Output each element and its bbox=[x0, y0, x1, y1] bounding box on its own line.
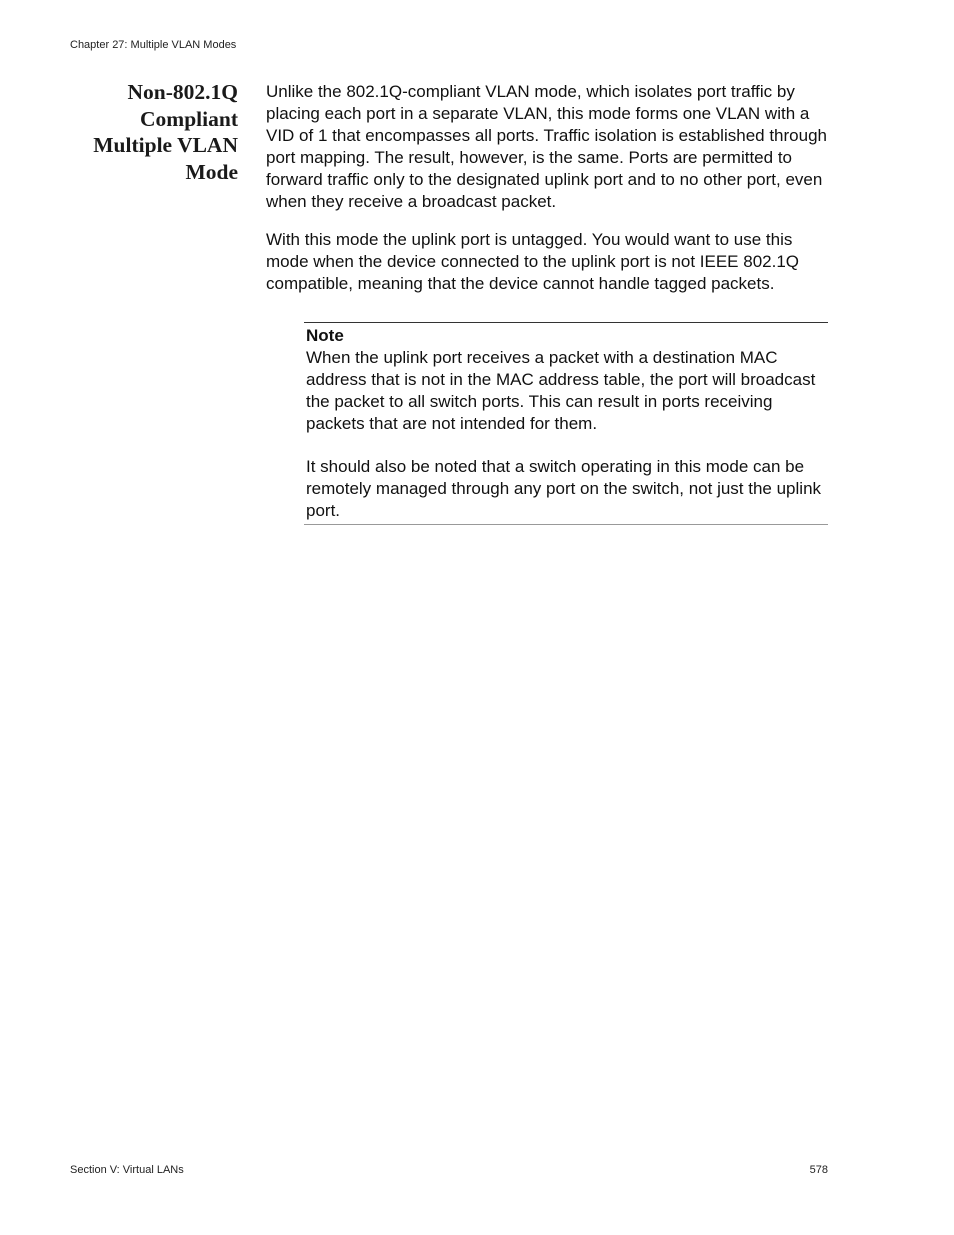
section-body bbox=[266, 81, 832, 311]
footer-section-label: Section V: Virtual LANs bbox=[70, 1164, 184, 1176]
section-heading-line: Multiple VLAN bbox=[93, 133, 238, 157]
page-number: 578 bbox=[809, 1164, 828, 1176]
section-heading-line: Mode bbox=[185, 159, 238, 184]
section-heading-line: Non-802.1Q bbox=[127, 80, 238, 104]
note-paragraph: It should also be noted that a switch operating in this mode can be remotely managed through any port on the switch, not just the uplink port. bbox=[306, 457, 822, 520]
body-paragraph: With this mode the uplink port is untagged. You would want to use this mode when the device connected to the uplink port is not IEEE 802.1Q compatible, meaning that the device cannot handle tagged packets. bbox=[266, 230, 800, 293]
note-box bbox=[304, 322, 828, 525]
note-title: Note bbox=[306, 326, 344, 345]
section-heading-line: Compliant bbox=[140, 106, 238, 131]
running-header: Chapter 27: Multiple VLAN Modes bbox=[70, 39, 237, 51]
body-paragraph: Unlike the 802.1Q-compliant VLAN mode, which isolates port traffic by placing each port in a separate VLAN, this mode forms one VLAN with a VID of 1 that encompasses all ports. Traffic isolation is established through port mapping. The result, however, is the same. Ports are permitted to forward traffic only to the designated uplink port and to no other port, even when they receive a broadcast packet. bbox=[266, 82, 827, 211]
section-heading bbox=[70, 79, 238, 185]
note-paragraph: When the uplink port receives a packet with a destination MAC address that is not in the MAC address table, the port will broadcast the packet to all switch ports. This can result in ports receiving packets that are not intended for them. bbox=[306, 348, 816, 433]
